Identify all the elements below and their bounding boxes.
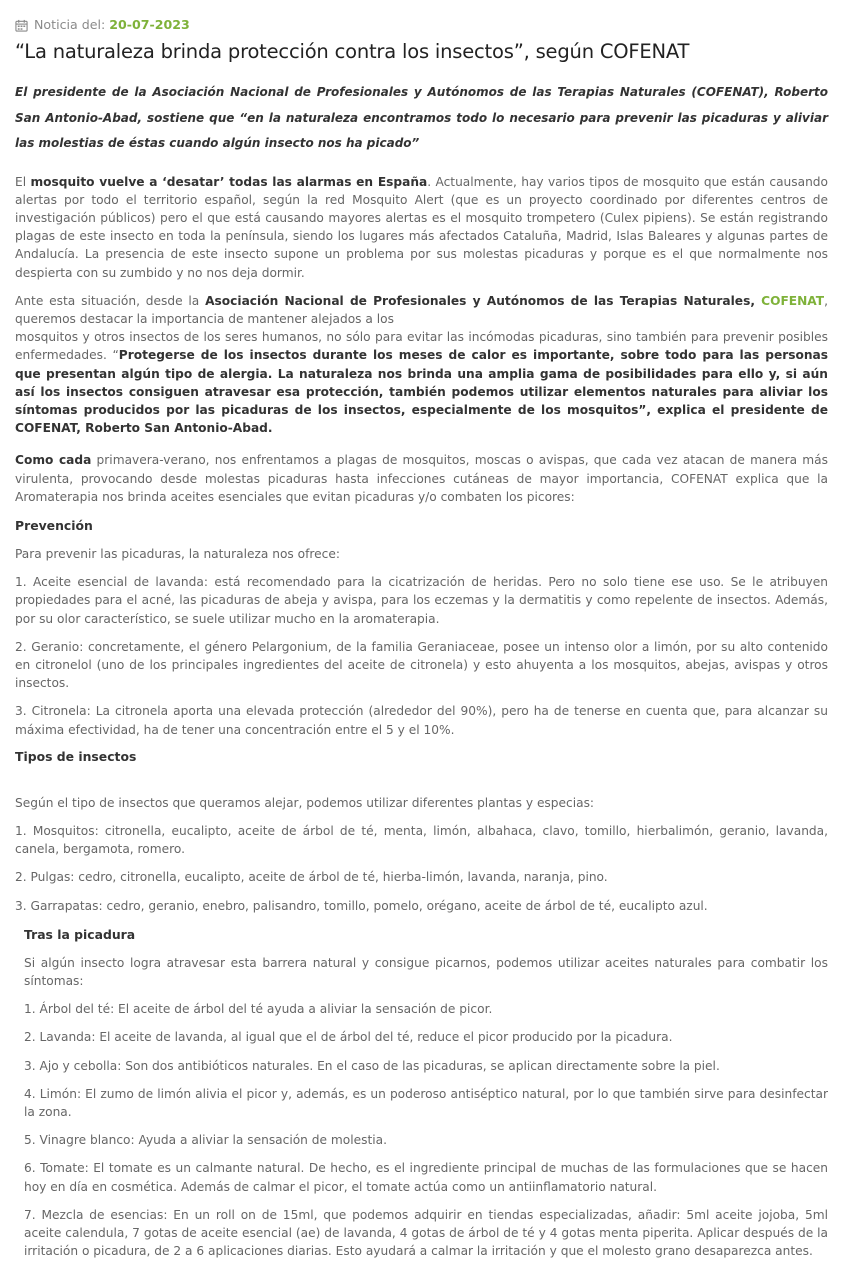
tras-section bbox=[15, 926, 828, 1261]
calendar-icon bbox=[15, 19, 28, 32]
paragraph-mosquito-alert bbox=[15, 173, 828, 282]
lead-paragraph: El presidente de la Asociación Nacional de Profesionales y Autónomos de las Terapias Naturales (COFENAT), Roberto San Antonio-Abad, sostiene que “en la naturaleza encontramos todo lo necesario para prevenir las picaduras y aliviar las molestias de éstas cuando algún insecto nos ha picado” bbox=[15, 85, 828, 150]
p1-text-a: El bbox=[15, 174, 31, 189]
tras-intro: Si algún insecto logra atravesar esta barrera natural y consigue picarnos, podemos utilizar aceites naturales para combatir los síntomas: bbox=[24, 955, 828, 988]
list-item: 2. Geranio: concretamente, el género Pelargonium, de la familia Geraniaceae, posee un intenso olor a limón, por su alto contenido en citronelol (uno de los principales ingredientes del aceite de citronela) y esto ahuyenta a los mosquitos, abejas, avispas y otros insectos. bbox=[15, 639, 828, 691]
heading-prevencion: Prevención bbox=[15, 517, 93, 533]
paragraph-aromaterapia bbox=[15, 451, 828, 506]
list-item: 3. Citronela: La citronela aporta una elevada protección (alrededor del 90%), pero ha de tenerse en cuenta que, para alcanzar su máxima efectividad, ha de tener una concentración entre el 5 y el 10%. bbox=[15, 704, 828, 737]
list-item: 4. Limón: El zumo de limón alivia el picor y, además, es un poderoso antiséptico natural, por lo que también sirve para desinfectar la zona. bbox=[24, 1086, 828, 1120]
date-value: 20-07-2023 bbox=[109, 16, 190, 32]
p2-cofenat: COFENAT bbox=[761, 293, 825, 308]
heading-tras: Tras la picadura bbox=[24, 926, 136, 942]
list-item: 1. Mosquitos: citronella, eucalipto, aceite de árbol de té, menta, limón, albahaca, clavo, tomillo, hierbalimón, geranio, lavanda, canela, bergamota, romero. bbox=[15, 823, 828, 857]
list-item: 1. Aceite esencial de lavanda: está recomendado para la cicatrización de heridas. Pero no solo tiene ese uso. Se le atribuyen propiedades para el acné, las picaduras de abeja y avispa, para los eczemas y la dermatitis y como repelente de insectos. Además, por su olor característico, se suele utilizar mucho en la aromaterapia. bbox=[15, 575, 828, 626]
list-item: 7. Mezcla de esencias: En un roll on de 15ml, que podemos adquirir en tiendas especializadas, añadir: 5ml aceite jojoba, 5ml aceite calendula, 7 gotas de aceite esencial (ae) de lavanda, 4 gotas de árbol de té y 4 gotas menta piperita. Aplicar después de la irritación o picadura, de 2 a 6 aplicaciones diarias. Esto ayudará a calmar la irritación y que el molesto grano desaparezca antes. bbox=[24, 1207, 828, 1259]
paragraph-cofenat bbox=[15, 292, 828, 438]
p2-bold-quote: Protegerse de los insectos durante los meses de calor es importante, sobre todo para las personas que presentan algún tipo de alergia. La naturaleza nos brinda una amplia gama de posibilidades para ello y, si aún así los insectos consiguen atravesar esa protección, también podemos utilizar elementos naturales para aliviar los síntomas producidos por las picaduras de los insectos, especialmente de los mosquitos”, explica el presidente de COFENAT, Roberto San Antonio-Abad. bbox=[15, 348, 828, 436]
list-item: 1. Árbol del té: El aceite de árbol del té ayuda a aliviar la sensación de picor. bbox=[24, 1002, 493, 1017]
tipos-intro: Según el tipo de insectos que queramos alejar, podemos utilizar diferentes plantas y especias: bbox=[15, 795, 595, 810]
list-item: 6. Tomate: El tomate es un calmante natural. De hecho, es el ingrediente principal de muchas de las formulaciones que se hacen hoy en día en cosmética. Además de calmar el picor, el tomate actúa como un antiinflamatorio natural. bbox=[24, 1161, 828, 1194]
p3-text: primavera-verano, nos enfrentamos a plagas de mosquitos, moscas o avispas, que cada vez atacan de manera más virulenta, provocando desde molestas picaduras hasta infecciones cutáneas de mayor importancia, COFENAT explica que la Aromaterapia nos brinda aceites esenciales que evitan picaduras y/o combaten los picores: bbox=[15, 453, 828, 504]
date-label: Noticia del: bbox=[34, 16, 106, 32]
p1-bold: mosquito vuelve a ‘desatar’ todas las alarmas en España bbox=[30, 174, 428, 189]
list-item: 2. Pulgas: cedro, citronella, eucalipto, aceite de árbol de té, hierba-limón, lavanda, naranja, pino. bbox=[15, 870, 608, 885]
p2-bold-org: Asociación Nacional de Profesionales y Autónomos de las Terapias Naturales, bbox=[205, 293, 762, 308]
p2-text-d: , queremos destacar la importancia de mantener alejados a los bbox=[15, 293, 828, 326]
prevencion-intro: Para prevenir las picaduras, la naturaleza nos ofrece: bbox=[15, 546, 340, 561]
date-row bbox=[15, 15, 828, 35]
heading-tipos: Tipos de insectos bbox=[15, 748, 137, 764]
p2-text-e: mosquitos y otros insectos de los seres humanos, no sólo para evitar las incómodas picaduras, sino también para prevenir posibles enfermedades. “ bbox=[15, 330, 828, 363]
list-item: 2. Lavanda: El aceite de lavanda, al igual que el de árbol del té, reduce el picor producido por la picadura. bbox=[24, 1030, 673, 1045]
p3-bold: Como cada bbox=[15, 453, 92, 468]
page-title: “La naturaleza brinda protección contra los insectos”, según COFENAT bbox=[15, 40, 690, 63]
p2-text-a: Ante esta situación, desde la bbox=[15, 293, 206, 308]
list-item: 5. Vinagre blanco: Ayuda a aliviar la sensación de molestia. bbox=[24, 1133, 387, 1148]
p1-text-c: . Actualmente, hay varios tipos de mosquito que están causando alertas por todo el territorio español, según la red Mosquito Alert (que es un proyecto coordinado por diferentes centros de investigación públicos) pero el que está causando mayores alertas es el mosquito trompetero (Culex pipiens). Se están registrando plagas de este insecto en toda la península, siendo los lugares más afectados Cataluña, Madrid, Islas Baleares y algunas partes de Andalucía. La presencia de este insecto supone un problema por sus molestas picaduras y porque es el que normalmente nos despierta con su zumbido y no nos deja dormir. bbox=[15, 174, 828, 280]
list-item: 3. Garrapatas: cedro, geranio, enebro, palisandro, tomillo, pomelo, orégano, aceite de árbol de té, eucalipto azul. bbox=[15, 898, 708, 913]
list-item: 3. Ajo y cebolla: Son dos antibióticos naturales. En el caso de las picaduras, se aplican directamente sobre la piel. bbox=[24, 1058, 720, 1073]
